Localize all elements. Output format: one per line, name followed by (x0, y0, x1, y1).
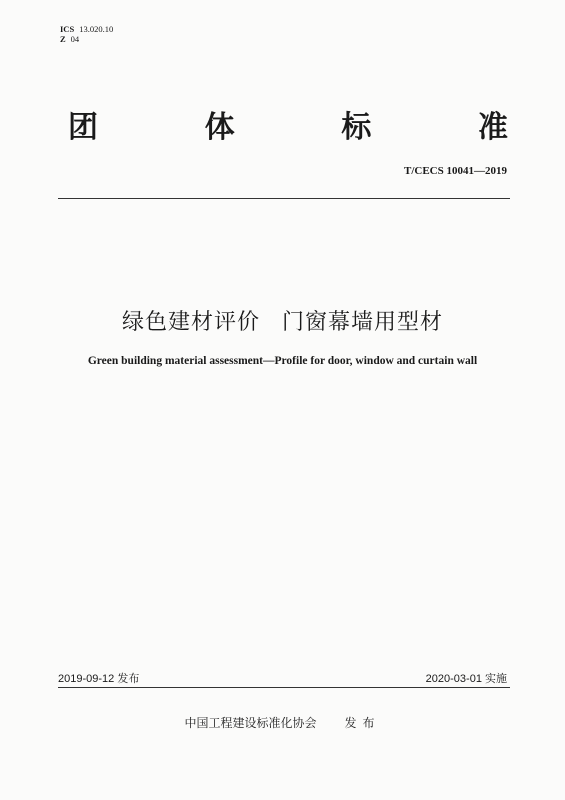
ics-code (60, 24, 113, 34)
english-title: Green building material assessment—Profile for door, window and curtain wall (87, 355, 478, 367)
publish-action: 发布 (344, 716, 381, 730)
z-value: 04 (70, 34, 80, 44)
z-label: Z (60, 34, 66, 44)
ics-value: 13.020.10 (79, 24, 114, 34)
implementation-date: 2020-03-01 实施 (425, 673, 507, 685)
z-code (60, 34, 113, 44)
publisher-name: 中国工程建设标准化协会 (184, 716, 317, 730)
standard-type-heading (68, 102, 508, 146)
heading-char: 准 (477, 110, 508, 145)
chinese-title: 绿色建材评价 门窗幕墙用型材 (122, 310, 443, 335)
heading-char: 体 (204, 110, 235, 145)
footer-divider (58, 687, 510, 688)
issue-date: 2019-09-12 发布 (58, 673, 140, 685)
heading-char: 标 (341, 110, 372, 145)
ics-label: ICS (60, 24, 75, 34)
heading-char: 团 (68, 110, 98, 145)
classification-codes (60, 24, 113, 44)
header-divider (58, 198, 510, 199)
publisher-line (0, 714, 565, 731)
standard-number: T/CECS 10041—2019 (404, 165, 507, 177)
